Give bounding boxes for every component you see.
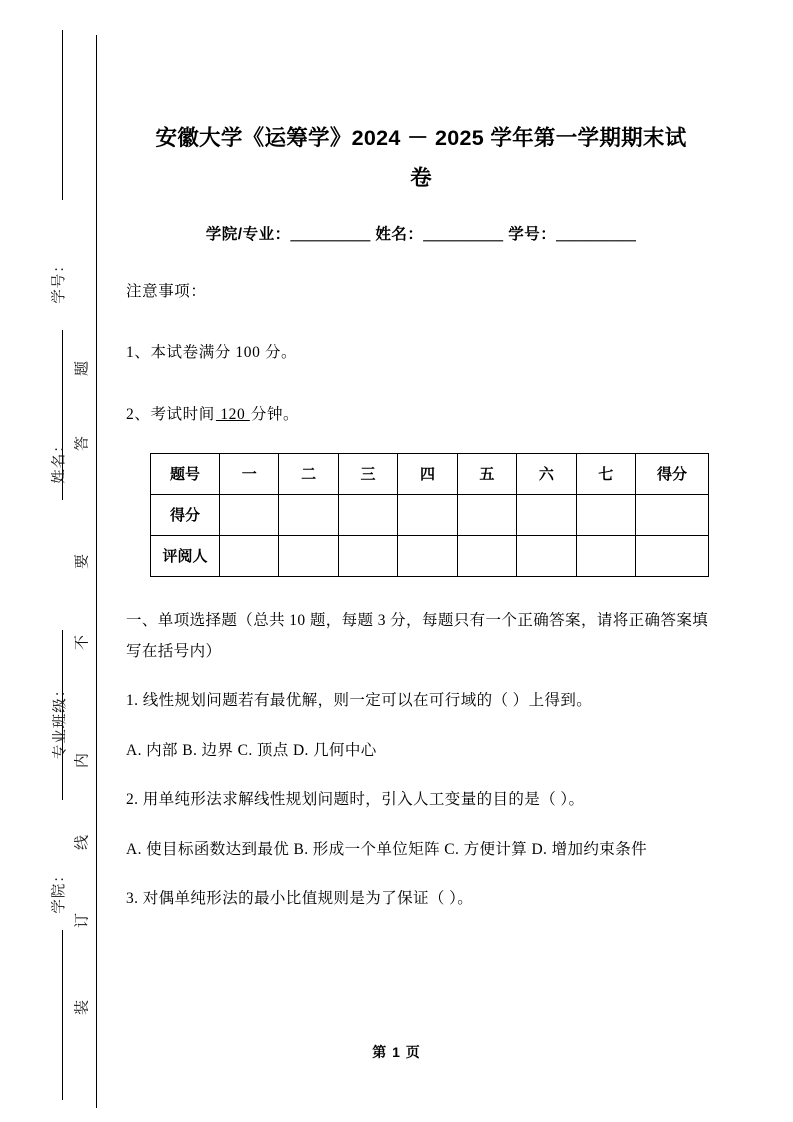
binding-margin-rule [96, 35, 97, 1108]
exam-title-line-1: 安徽大学《运筹学》2024 － 2025 学年第一学期期末试 [155, 126, 687, 150]
score-table-header-1: 一 [220, 453, 279, 494]
seal-char-7: 装 [74, 1000, 91, 1016]
score-cell[interactable] [338, 494, 397, 535]
question-1-stem: 1. 线性规划问题若有最优解，则一定可以在可行域的（ ）上得到。 [126, 691, 593, 709]
score-row-label-score: 得分 [151, 494, 220, 535]
score-table-header-0: 题号 [151, 453, 220, 494]
question-3-stem: 3. 对偶单纯形法的最小比值规则是为了保证（ ）。 [126, 890, 474, 908]
score-cell[interactable] [457, 494, 516, 535]
margin-label-student-id: 学号： [51, 257, 68, 304]
exam-content [126, 0, 716, 907]
seal-char-3: 不 [74, 635, 91, 651]
score-table-header-3: 三 [338, 453, 397, 494]
notice-item-2-prefix: 2、考试时间 [126, 406, 215, 423]
seal-char-4: 内 [74, 753, 91, 769]
margin-label-class: 专业班级： [52, 681, 69, 760]
grader-cell[interactable] [398, 535, 457, 576]
seal-char-0: 题 [74, 361, 91, 377]
seal-char-2: 要 [74, 554, 91, 570]
score-table-header-6: 六 [517, 453, 576, 494]
section-heading-1: 一、单项选择题（总共 10 题，每题 3 分，每题只有一个正确答案，请将正确答案填写在括号内） [126, 611, 709, 660]
grader-cell[interactable] [576, 535, 635, 576]
score-cell[interactable] [636, 494, 709, 535]
grader-cell[interactable] [517, 535, 576, 576]
score-table-header-8: 得分 [636, 453, 709, 494]
page-number-footer: 第 1 页 [372, 1044, 421, 1060]
margin-underline-4 [62, 930, 63, 1100]
score-row-label-grader: 评阅人 [151, 535, 220, 576]
score-table [150, 453, 709, 577]
question-2-options: A. 使目标函数达到最优 B. 形成一个单位矩阵 C. 方便计算 D. 增加约束条件 [126, 841, 647, 859]
question-2-stem: 2. 用单纯形法求解线性规划问题时，引入人工变量的目的是（ ）。 [126, 790, 585, 808]
notice-item-1: 1、本试卷满分 100 分。 [126, 343, 298, 361]
seal-char-5: 线 [74, 835, 91, 851]
grader-cell[interactable] [338, 535, 397, 576]
seal-char-6: 订 [74, 913, 91, 929]
score-table-header-4: 四 [398, 453, 457, 494]
score-cell[interactable] [517, 494, 576, 535]
margin-label-name: 姓名： [51, 437, 68, 484]
seal-char-1: 答 [74, 436, 91, 452]
notice-heading: 注意事项： [126, 283, 207, 300]
score-table-header-5: 五 [457, 453, 516, 494]
grader-cell[interactable] [636, 535, 709, 576]
notice-item-2-suffix: 分钟。 [250, 406, 300, 423]
score-cell[interactable] [398, 494, 457, 535]
notice-item-2 [126, 407, 716, 423]
score-cell[interactable] [279, 494, 338, 535]
score-cell[interactable] [220, 494, 279, 535]
grader-cell[interactable] [220, 535, 279, 576]
score-cell[interactable] [576, 494, 635, 535]
grader-cell[interactable] [279, 535, 338, 576]
table-row [151, 494, 709, 535]
exam-duration-value: 120 [215, 406, 250, 423]
question-1-options: A. 内部 B. 边界 C. 顶点 D. 几何中心 [126, 741, 377, 759]
table-row-header [151, 453, 709, 494]
margin-underline-1 [62, 30, 63, 200]
student-info-line: 学院/专业：＿＿＿＿＿ 姓名：＿＿＿＿＿ 学号：＿＿＿＿＿ [205, 226, 637, 243]
exam-title-line-2: 卷 [410, 166, 432, 190]
grader-cell[interactable] [457, 535, 516, 576]
score-table-header-7: 七 [576, 453, 635, 494]
score-table-header-2: 二 [279, 453, 338, 494]
page-title [126, 118, 716, 198]
margin-label-college: 学院： [51, 867, 68, 914]
table-row [151, 535, 709, 576]
